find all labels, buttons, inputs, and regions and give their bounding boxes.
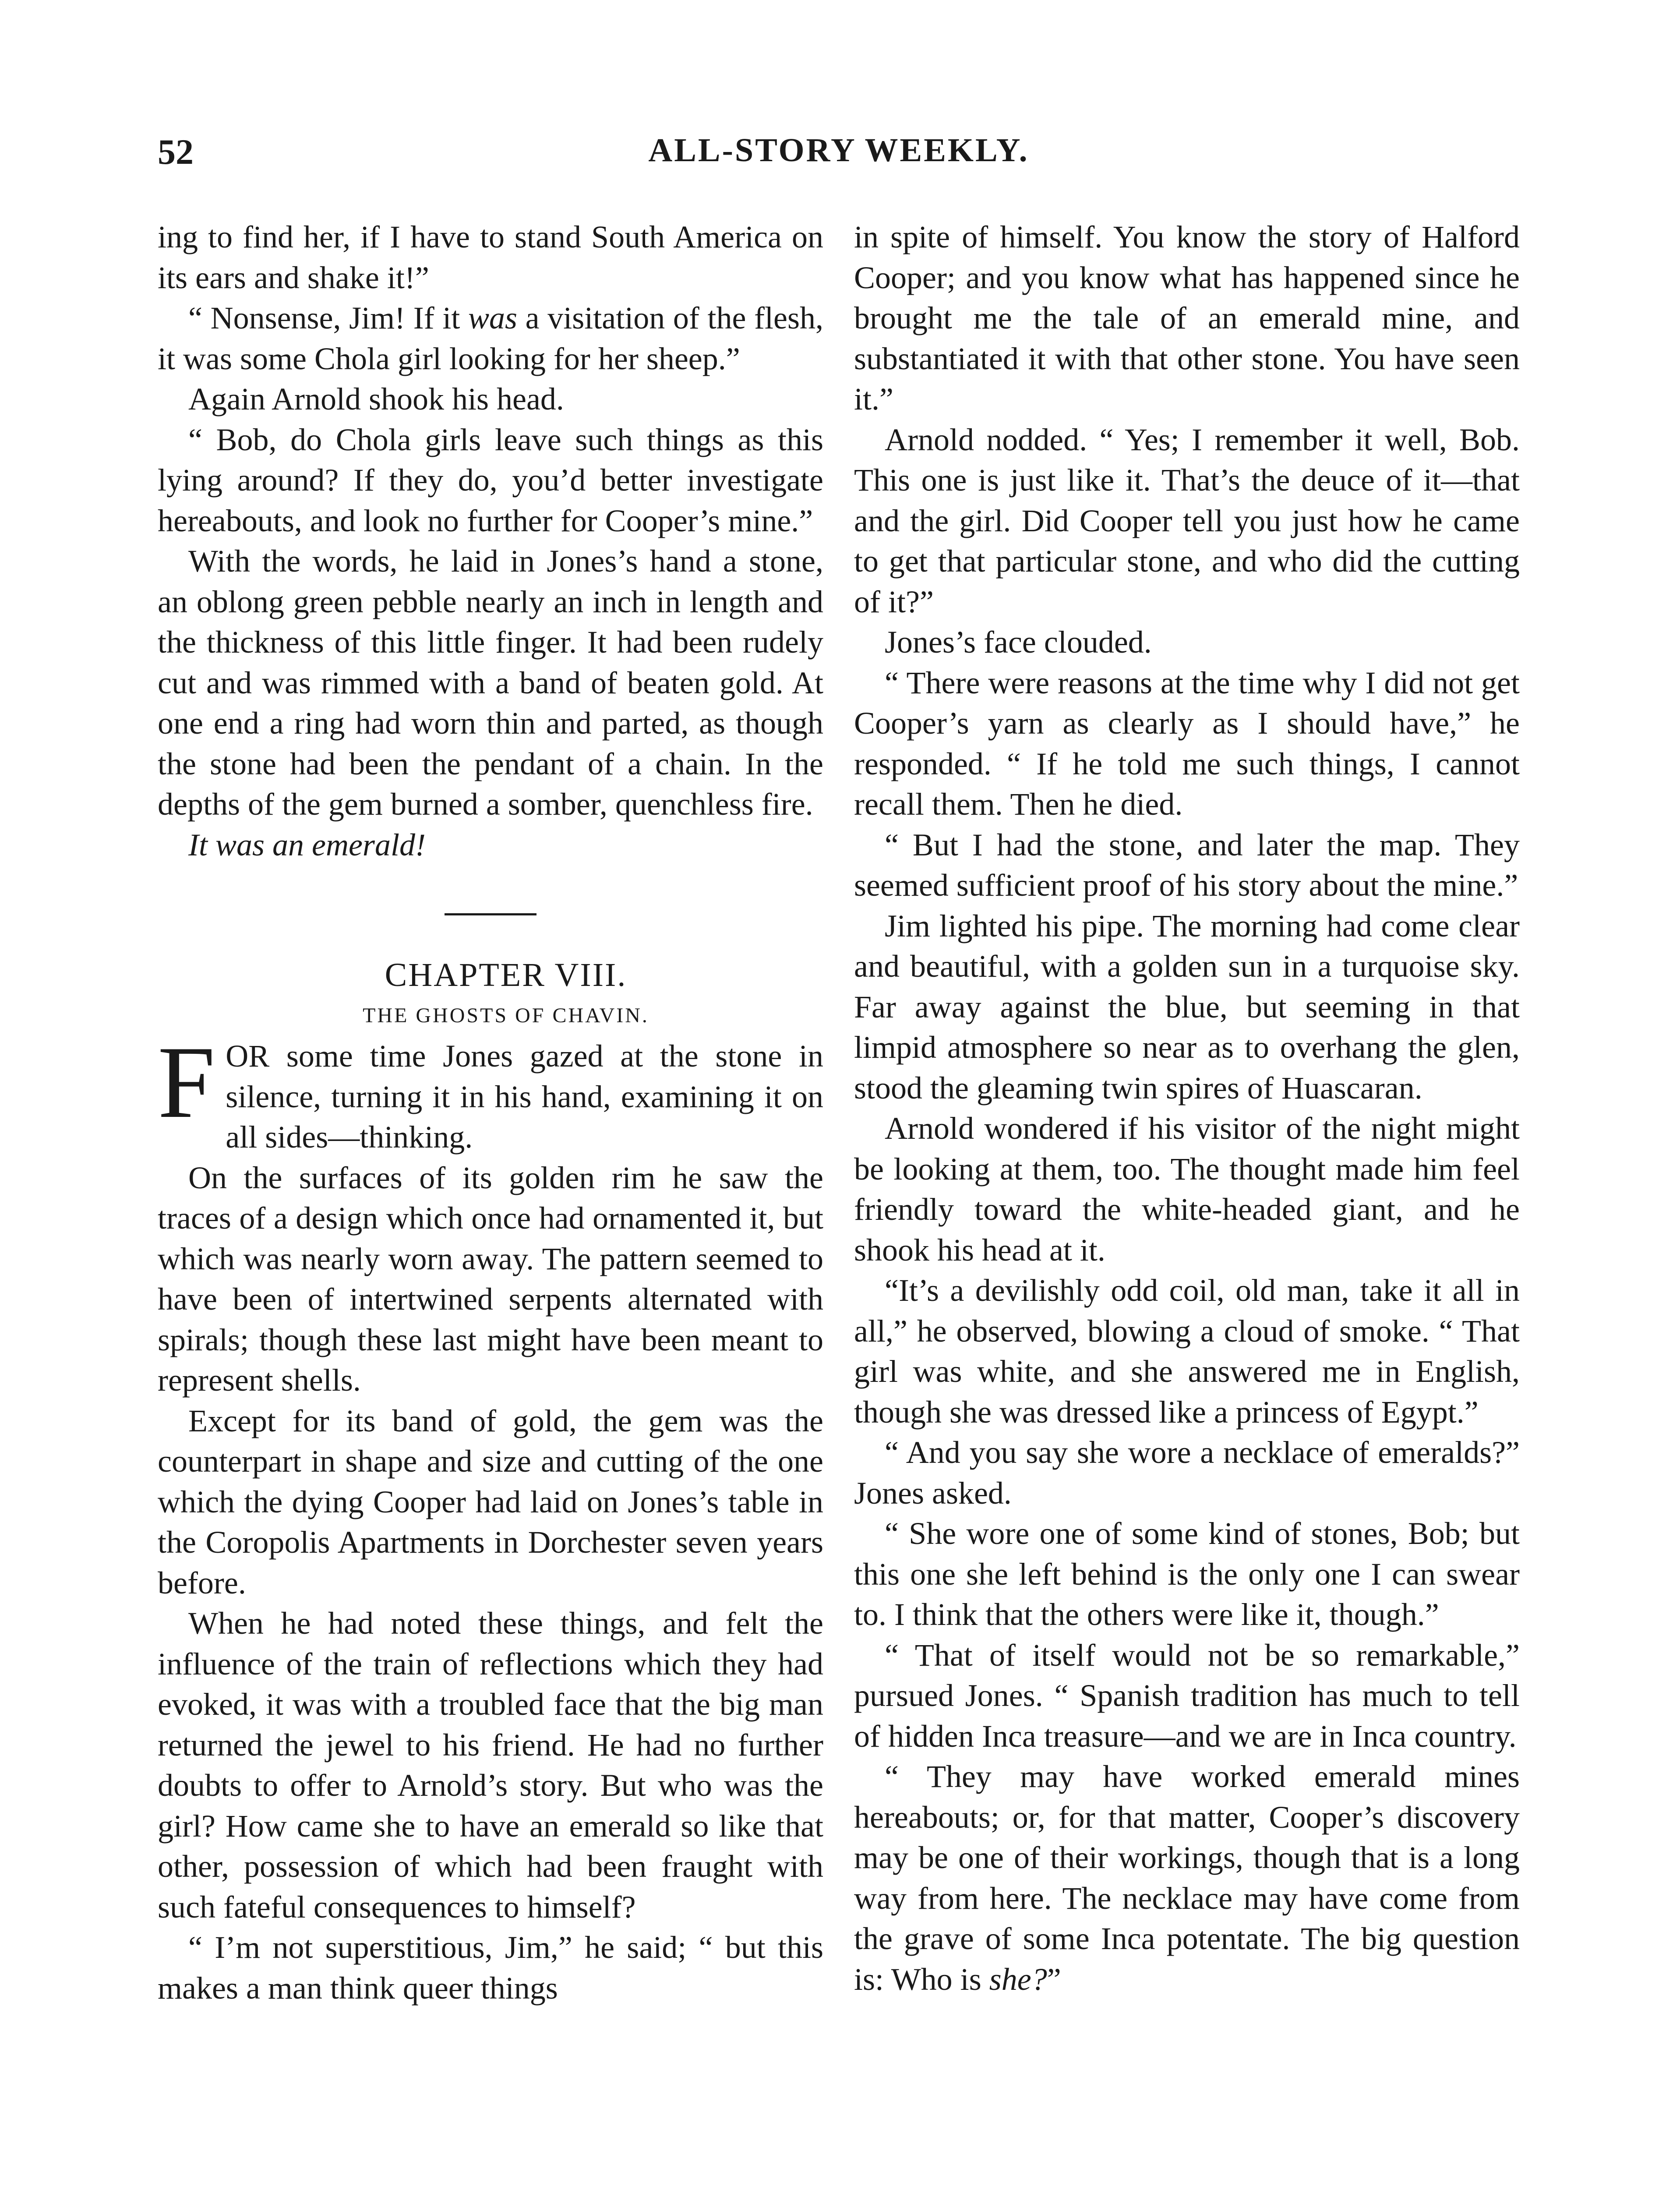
paragraph: “ She wore one of some kind of stones, Bob; but this one she left behind is the only one I can swear to. I think that the others were like it, though.” <box>854 1516 1520 1632</box>
paragraph: “ And you say she wore a necklace of emeralds?” Jones asked. <box>854 1435 1520 1511</box>
page-number: 52 <box>158 132 194 172</box>
paragraph: “ Bob, do Chola girls leave such things as this lying around? If they do, you’d better investigate hereabouts, and look no further for Cooper’s mine.” <box>158 422 823 538</box>
section-divider <box>445 913 536 915</box>
paragraph: FOR some time Jones gazed at the stone in silence, turning it in his hand, examining it on all sides—thinking. <box>158 1025 823 1155</box>
paragraph: Again Arnold shook his head. <box>188 381 564 417</box>
paragraph: “It’s a devilishly odd coil, old man, take it all in all,” he observed, blowing a cloud of smoke. “ That girl was white, and she answered me in English, though she was dressed like a princess of Egypt.” <box>854 1273 1520 1430</box>
paragraph: Jones’s face clouded. <box>885 625 1152 660</box>
paragraph: With the words, he laid in Jones’s hand a stone, an oblong green pebble nearly an inch in length and the thickness of this little finger. It had been rudely cut and was rimmed with a band of beaten gold. At one end a ring had worn thin and parted, as though the stone had been the pendant of a chain. In the depths of the gem burned a somber, quenchless fire. <box>158 544 823 822</box>
paragraph: “ They may have worked emerald mines hereabouts; or, for that matter, Cooper’s discovery may be one of their workings, though that is a long way from here. The necklace may have come from the grave of some Inca potentate. The big question is: Who is she?” <box>854 1759 1520 1997</box>
right-column <box>854 217 1520 1999</box>
paragraph: Except for its band of gold, the gem was the counterpart in shape and size and cutting of the one which the dying Cooper had laid on Jones’s table in the Coropolis Apartments in Dorchester seven years before. <box>158 1403 823 1600</box>
paragraph: Jim lighted his pipe. The morning had come clear and beautiful, with a golden sun in a turquoise sky. Far away against the blue, but seeming in that limpid atmosphere so near as to overhang the glen, stood the gleaming twin spires of Huascaran. <box>854 908 1520 1106</box>
drop-cap: F <box>158 1025 215 1140</box>
paragraph: Arnold nodded. “ Yes; I remember it well, Bob. This one is just like it. That’s the deuce of it—that and the girl. Did Cooper tell you just how he came to get that particular stone, and who did the cutting of it?” <box>854 422 1520 619</box>
paragraph: “ Nonsense, Jim! If it was a visitation of the flesh, it was some Chola girl looking for her sheep.” <box>158 300 823 376</box>
paragraph: “ I’m not superstitious, Jim,” he said; “ but this makes a man think queer things <box>158 1930 823 2006</box>
chapter-title: CHAPTER VIII. <box>385 957 627 993</box>
paragraph: “ There were reasons at the time why I did not get Cooper’s yarn as clearly as I should have,” he responded. “ If he told me such things, I cannot recall them. Then he died. <box>854 665 1520 822</box>
paragraph: ing to find her, if I have to stand South America on its ears and shake it!” <box>158 219 823 295</box>
paragraph: “ That of itself would not be so remarkable,” pursued Jones. “ Spanish tradition has much to tell of hidden Inca treasure—and we are in Inca country. <box>854 1637 1520 1754</box>
paragraph: “ But I had the stone, and later the map. They seemed sufficient proof of his story about the mine.” <box>854 827 1520 903</box>
left-column <box>158 217 823 2008</box>
chapter-subtitle: THE GHOSTS OF CHAVIN. <box>363 1003 649 1027</box>
paragraph: On the surfaces of its golden rim he saw the traces of a design which once had ornamented it, but which was nearly worn away. The pattern seemed to have been of intertwined serpents alternated with spirals; though these last might have been meant to represent shells. <box>158 1160 823 1398</box>
paragraph: in spite of himself. You know the story of Halford Cooper; and you know what has happened since he brought me the tale of an emerald mine, and substantiated it with that other stone. You have seen it.” <box>854 219 1520 417</box>
page-header <box>158 131 1520 193</box>
running-head: ALL-STORY WEEKLY. <box>648 132 1029 169</box>
paragraph: When he had noted these things, and felt the influence of the train of reflections which they had evoked, it was with a troubled face that the big man returned the jewel to his friend. He had no further doubts to offer to Arnold’s story. But who was the girl? How came she to have an emerald so like that other, possession of which had been fraught with such fateful consequences to himself? <box>158 1606 823 1925</box>
paragraph: Arnold wondered if his visitor of the night might be looking at them, too. The thought made him feel friendly toward the white-headed giant, and he shook his head at it. <box>854 1111 1520 1268</box>
emphasis-line: It was an emerald! <box>188 827 426 862</box>
